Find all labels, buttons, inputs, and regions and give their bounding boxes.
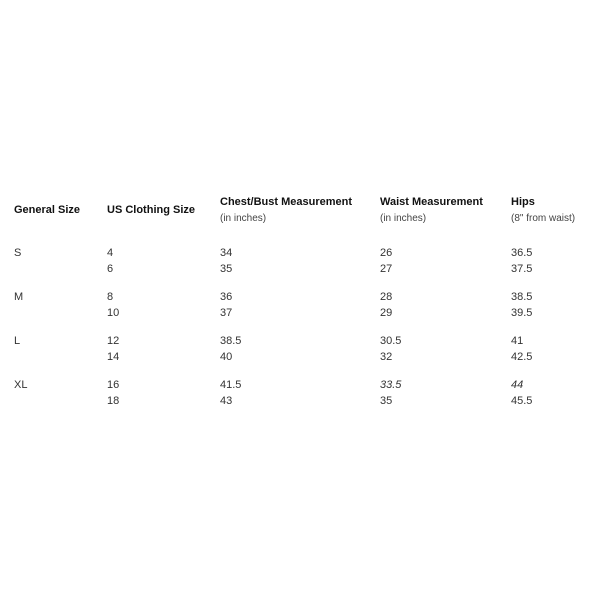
table-cell-chest: 34 (220, 247, 233, 259)
general-size-m: M (14, 291, 24, 303)
table-cell-us: 4 (107, 247, 114, 259)
table-cell-waist: 26 (380, 247, 393, 259)
table-cell-chest: 37 (220, 307, 233, 319)
table-cell-us: 12 (107, 335, 120, 347)
table-cell-hips: 37.5 (511, 263, 533, 275)
table-cell-us: 8 (107, 291, 114, 303)
table-cell-waist: 33.5 (380, 379, 402, 391)
table-cell-hips: 41 (511, 335, 524, 347)
table-cell-waist: 28 (380, 291, 393, 303)
header-hips-unit: (8" from waist) (511, 213, 576, 224)
header-us-clothing-size: US Clothing Size (107, 204, 195, 216)
table-cell-us: 18 (107, 395, 120, 407)
table-cell-waist: 27 (380, 263, 393, 275)
header-general-size: General Size (14, 204, 81, 216)
table-cell-chest: 36 (220, 291, 233, 303)
table-cell-us: 10 (107, 307, 120, 319)
table-cell-hips: 38.5 (511, 291, 533, 303)
general-size-xl: XL (14, 379, 28, 391)
table-cell-us: 6 (107, 263, 114, 275)
table-cell-waist: 32 (380, 351, 393, 363)
header-chest-bust: Chest/Bust Measurement (220, 196, 353, 208)
header-chest-bust-unit: (in inches) (220, 213, 267, 224)
table-cell-hips: 45.5 (511, 395, 533, 407)
general-size-l: L (14, 335, 21, 347)
table-cell-us: 14 (107, 351, 120, 363)
table-cell-hips: 39.5 (511, 307, 533, 319)
header-waist-unit: (in inches) (380, 213, 427, 224)
table-cell-hips: 36.5 (511, 247, 533, 259)
table-cell-waist: 35 (380, 395, 393, 407)
table-cell-hips: 44 (511, 379, 524, 391)
table-cell-waist: 29 (380, 307, 393, 319)
table-cell-chest: 35 (220, 263, 233, 275)
table-cell-chest: 40 (220, 351, 233, 363)
table-cell-waist: 30.5 (380, 335, 402, 347)
table-cell-chest: 38.5 (220, 335, 242, 347)
table-cell-hips: 42.5 (511, 351, 533, 363)
header-waist: Waist Measurement (380, 196, 483, 208)
table-cell-us: 16 (107, 379, 120, 391)
header-hips: Hips (511, 196, 535, 208)
table-cell-chest: 41.5 (220, 379, 242, 391)
general-size-s: S (14, 247, 22, 259)
table-cell-chest: 43 (220, 395, 233, 407)
